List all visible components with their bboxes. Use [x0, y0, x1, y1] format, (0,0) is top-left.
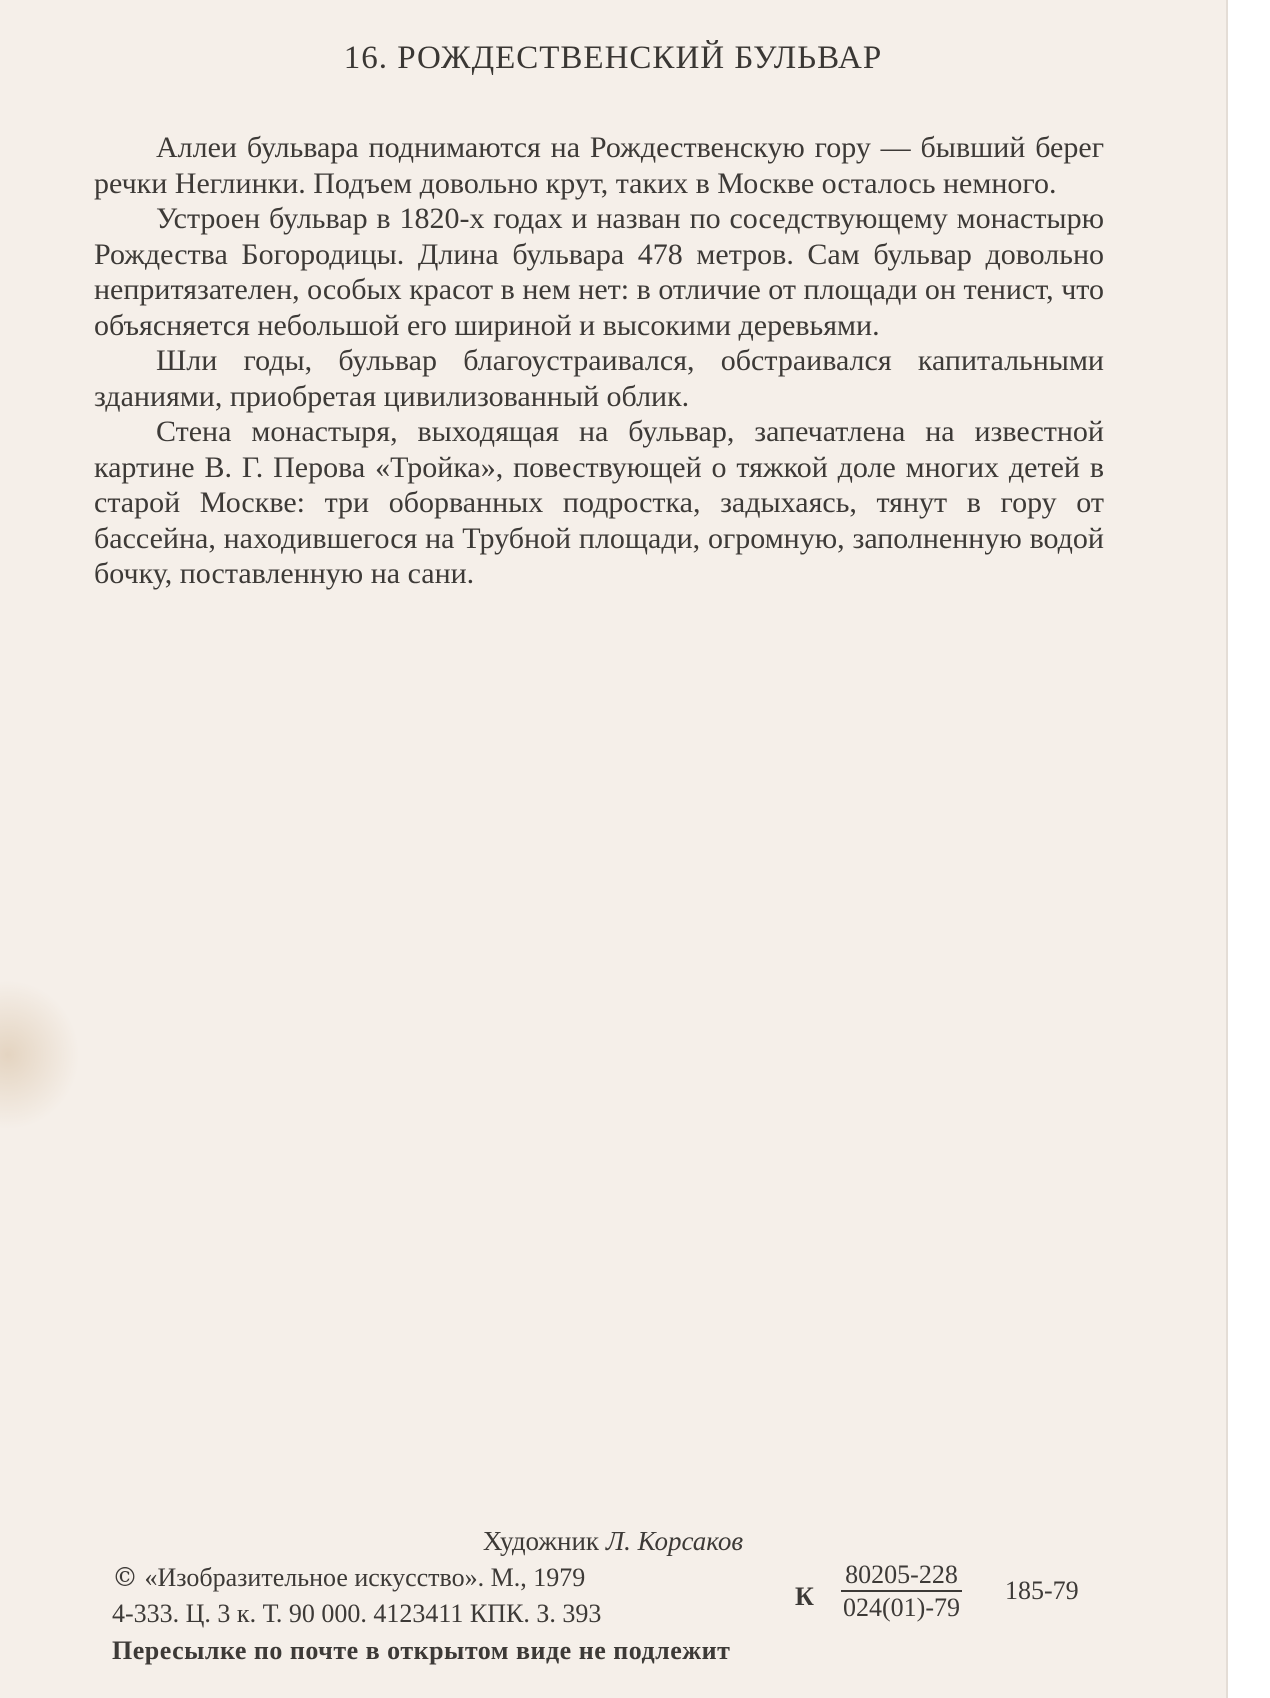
paragraph-1: Аллеи бульвара поднимаются на Рождественскую гору — бывший берег речки Неглинки. Подъем довольно крут, таких в Москве осталось немного. [94, 131, 1104, 200]
publisher-line: «Изобразительное искусство». М., 1979 [144, 1563, 586, 1592]
paper-stain [0, 980, 80, 1130]
artist-name: Л. Корсаков [605, 1526, 744, 1556]
index-denominator: 024(01)-79 [843, 1593, 960, 1622]
index-numerator: 80205-228 [841, 1560, 962, 1592]
artist-label: Художник [482, 1526, 600, 1556]
paragraph-2: Устроен бульвар в 1820-х годах и назван по соседствующему монастырю Рождества Богородицы. Длина бульвара 478 метров. Сам бульвар довольно непритязателен, особых красот в нем нет: в отличие от площади он тенист, что объясняется небольшой его шириной и высокими деревьями. [94, 202, 1104, 342]
index-letter: К [795, 1582, 814, 1611]
mailing-notice: Пересылке по почте в открытом виде не подлежит [112, 1636, 731, 1665]
print-line: 4-333. Ц. 3 к. Т. 90 000. 4123411 КПК. З. 393 [112, 1599, 602, 1628]
paragraph-4: Стена монастыря, выходящая на бульвар, запечатлена на известной картине В. Г. Перова «Тройка», повествующей о тяжкой доле многих детей в старой Москве: три оборванных подростка, задыхаясь, тянут в гору от бассейна, находившегося на Трубной площади, огромную, заполненную водой бочку, поставленную на сани. [94, 415, 1104, 590]
paragraph-3: Шли годы, бульвар благоустраивался, обстраивался капитальными зданиями, приобретая цивилизованный облик. [94, 344, 1104, 413]
index-suffix: 185-79 [1005, 1576, 1079, 1605]
index-fraction [839, 1560, 964, 1624]
imprint-block [112, 1560, 601, 1632]
body-text [94, 130, 1104, 592]
copyright-icon: © [112, 1563, 138, 1593]
page-title: 16. РОЖДЕСТВЕНСКИЙ БУЛЬВАР [343, 40, 883, 76]
artist-credit [0, 1526, 1226, 1557]
